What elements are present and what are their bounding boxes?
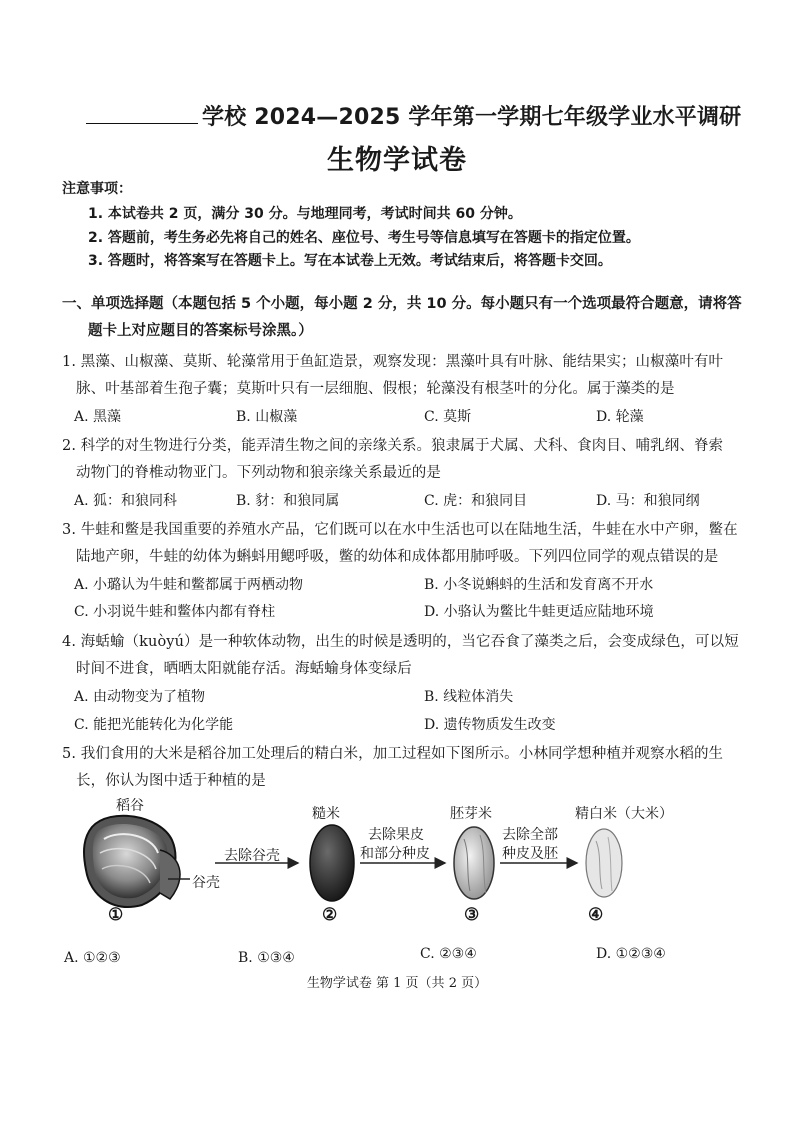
step-remove-pericarp-2: 和部分种皮: [360, 846, 430, 862]
notice-item: 2. 答题前，考生务必先将自己的姓名、座位号、考生号等信息填写在答题卡的指定位置。: [88, 230, 640, 246]
question-4-line: 4. 海蛞蝓（kuòyú）是一种软体动物，出生的时候是透明的，当它吞食了藻类之后，会变成绿色，可以短: [62, 634, 739, 650]
brown-rice-icon: [310, 825, 354, 901]
q5-option-c: C. ②③④: [420, 946, 477, 962]
q2-option-a: A. 狐：和狼同科: [74, 493, 178, 509]
question-1-line: 脉、叶基部着生孢子囊；莫斯叶只有一层细胞、假根；轮藻没有根茎叶的分化。属于藻类的是: [76, 381, 675, 397]
notice-item: 1. 本试卷共 2 页，满分 30 分。与地理同考，考试时间共 60 分钟。: [88, 206, 522, 222]
q4-option-a: A. 由动物变为了植物: [74, 689, 206, 705]
notice-item: 3. 答题时，将答案写在答题卡上。写在本试卷上无效。考试结束后，将答题卡交回。: [88, 253, 612, 269]
question-4-line: 时间不进食，晒晒太阳就能存活。海蛞蝓身体变绿后: [76, 661, 412, 677]
exam-subject-title: 生物学试卷: [327, 145, 467, 176]
label-brown-rice: 糙米: [312, 806, 340, 822]
figure-number-1: ①: [108, 905, 124, 925]
q4-option-b: B. 线粒体消失: [424, 689, 514, 705]
label-germ-rice: 胚芽米: [450, 806, 492, 822]
school-name-blank: [86, 123, 198, 124]
rice-processing-diagram: [60, 795, 740, 935]
label-white-rice: 精白米（大米）: [575, 806, 673, 822]
q1-option-a: A. 黑藻: [74, 409, 122, 425]
step-remove-all: 去除全部: [502, 827, 558, 843]
q4-option-c: C. 能把光能转化为化学能: [74, 717, 234, 733]
label-husk: 谷壳: [192, 875, 220, 891]
question-1-line: 1. 黑藻、山椒藻、莫斯、轮藻常用于鱼缸造景，观察发现：黑藻叶具有叶脉、能结果实；山椒藻叶有叶: [62, 354, 724, 370]
question-2-line: 动物门的脊椎动物亚门。下列动物和狼亲缘关系最近的是: [76, 465, 441, 481]
q1-option-b: B. 山椒藻: [236, 409, 298, 425]
q5-option-b: B. ①③④: [238, 950, 295, 966]
figure-number-2: ②: [322, 905, 338, 925]
rice-grain-icon: [84, 816, 180, 907]
germ-rice-icon: [454, 827, 494, 899]
section-heading: 一、单项选择题（本题包括 5 个小题，每小题 2 分，共 10 分。每小题只有一个选项最符合题意，请将答: [62, 296, 742, 312]
label-rice-grain: 稻谷: [116, 798, 144, 814]
q2-option-c: C. 虎：和狼同目: [424, 493, 528, 509]
q3-option-c: C. 小羽说牛蛙和鳖体内都有脊柱: [74, 604, 276, 620]
q2-option-d: D. 马：和狼同纲: [596, 493, 700, 509]
section-heading-cont: 题卡上对应题目的答案标号涂黑。）: [88, 323, 313, 339]
q3-option-d: D. 小骆认为鳖比牛蛙更适应陆地环境: [424, 604, 654, 620]
page-footer: 生物学试卷 第 1 页（共 2 页）: [306, 976, 488, 991]
q2-option-b: B. 豺：和狼同属: [236, 493, 340, 509]
question-5-line: 长，你认为图中适于种植的是: [76, 773, 266, 789]
q3-option-a: A. 小璐认为牛蛙和鳖都属于两栖动物: [74, 577, 304, 593]
exam-title-text: 学校 2024—2025 学年第一学期七年级学业水平调研: [202, 105, 742, 130]
q3-option-b: B. 小冬说蝌蚪的生活和发育离不开水: [424, 577, 654, 593]
q4-option-d: D. 遗传物质发生改变: [424, 717, 556, 733]
question-5-line: 5. 我们食用的大米是稻谷加工处理后的精白米，加工过程如下图所示。小林同学想种植并观察水稻的生: [62, 746, 724, 762]
figure-number-4: ④: [588, 905, 604, 925]
q1-option-d: D. 轮藻: [596, 409, 644, 425]
notice-heading: 注意事项：: [62, 181, 132, 197]
q1-option-c: C. 莫斯: [424, 409, 472, 425]
white-rice-icon: [586, 829, 622, 897]
q5-option-d: D. ①②③④: [596, 946, 666, 962]
question-3-line: 3. 牛蛙和鳖是我国重要的养殖水产品，它们既可以在水中生活也可以在陆地生活，牛蛙在水中产卵，鳖在: [62, 522, 738, 538]
figure-number-3: ③: [464, 905, 480, 925]
step-remove-all-2: 种皮及胚: [502, 846, 558, 862]
question-2-line: 2. 科学的对生物进行分类，能弄清生物之间的亲缘关系。狼隶属于犬属、犬科、食肉目、哺乳纲、脊索: [62, 438, 724, 454]
q5-option-a: A. ①②③: [64, 950, 121, 966]
question-3-line: 陆地产卵，牛蛙的幼体为蝌蚪用鳃呼吸，鳖的幼体和成体都用肺呼吸。下列四位同学的观点错误的是: [76, 549, 719, 565]
step-remove-husk: 去除谷壳: [224, 848, 280, 864]
step-remove-pericarp: 去除果皮: [368, 827, 424, 843]
